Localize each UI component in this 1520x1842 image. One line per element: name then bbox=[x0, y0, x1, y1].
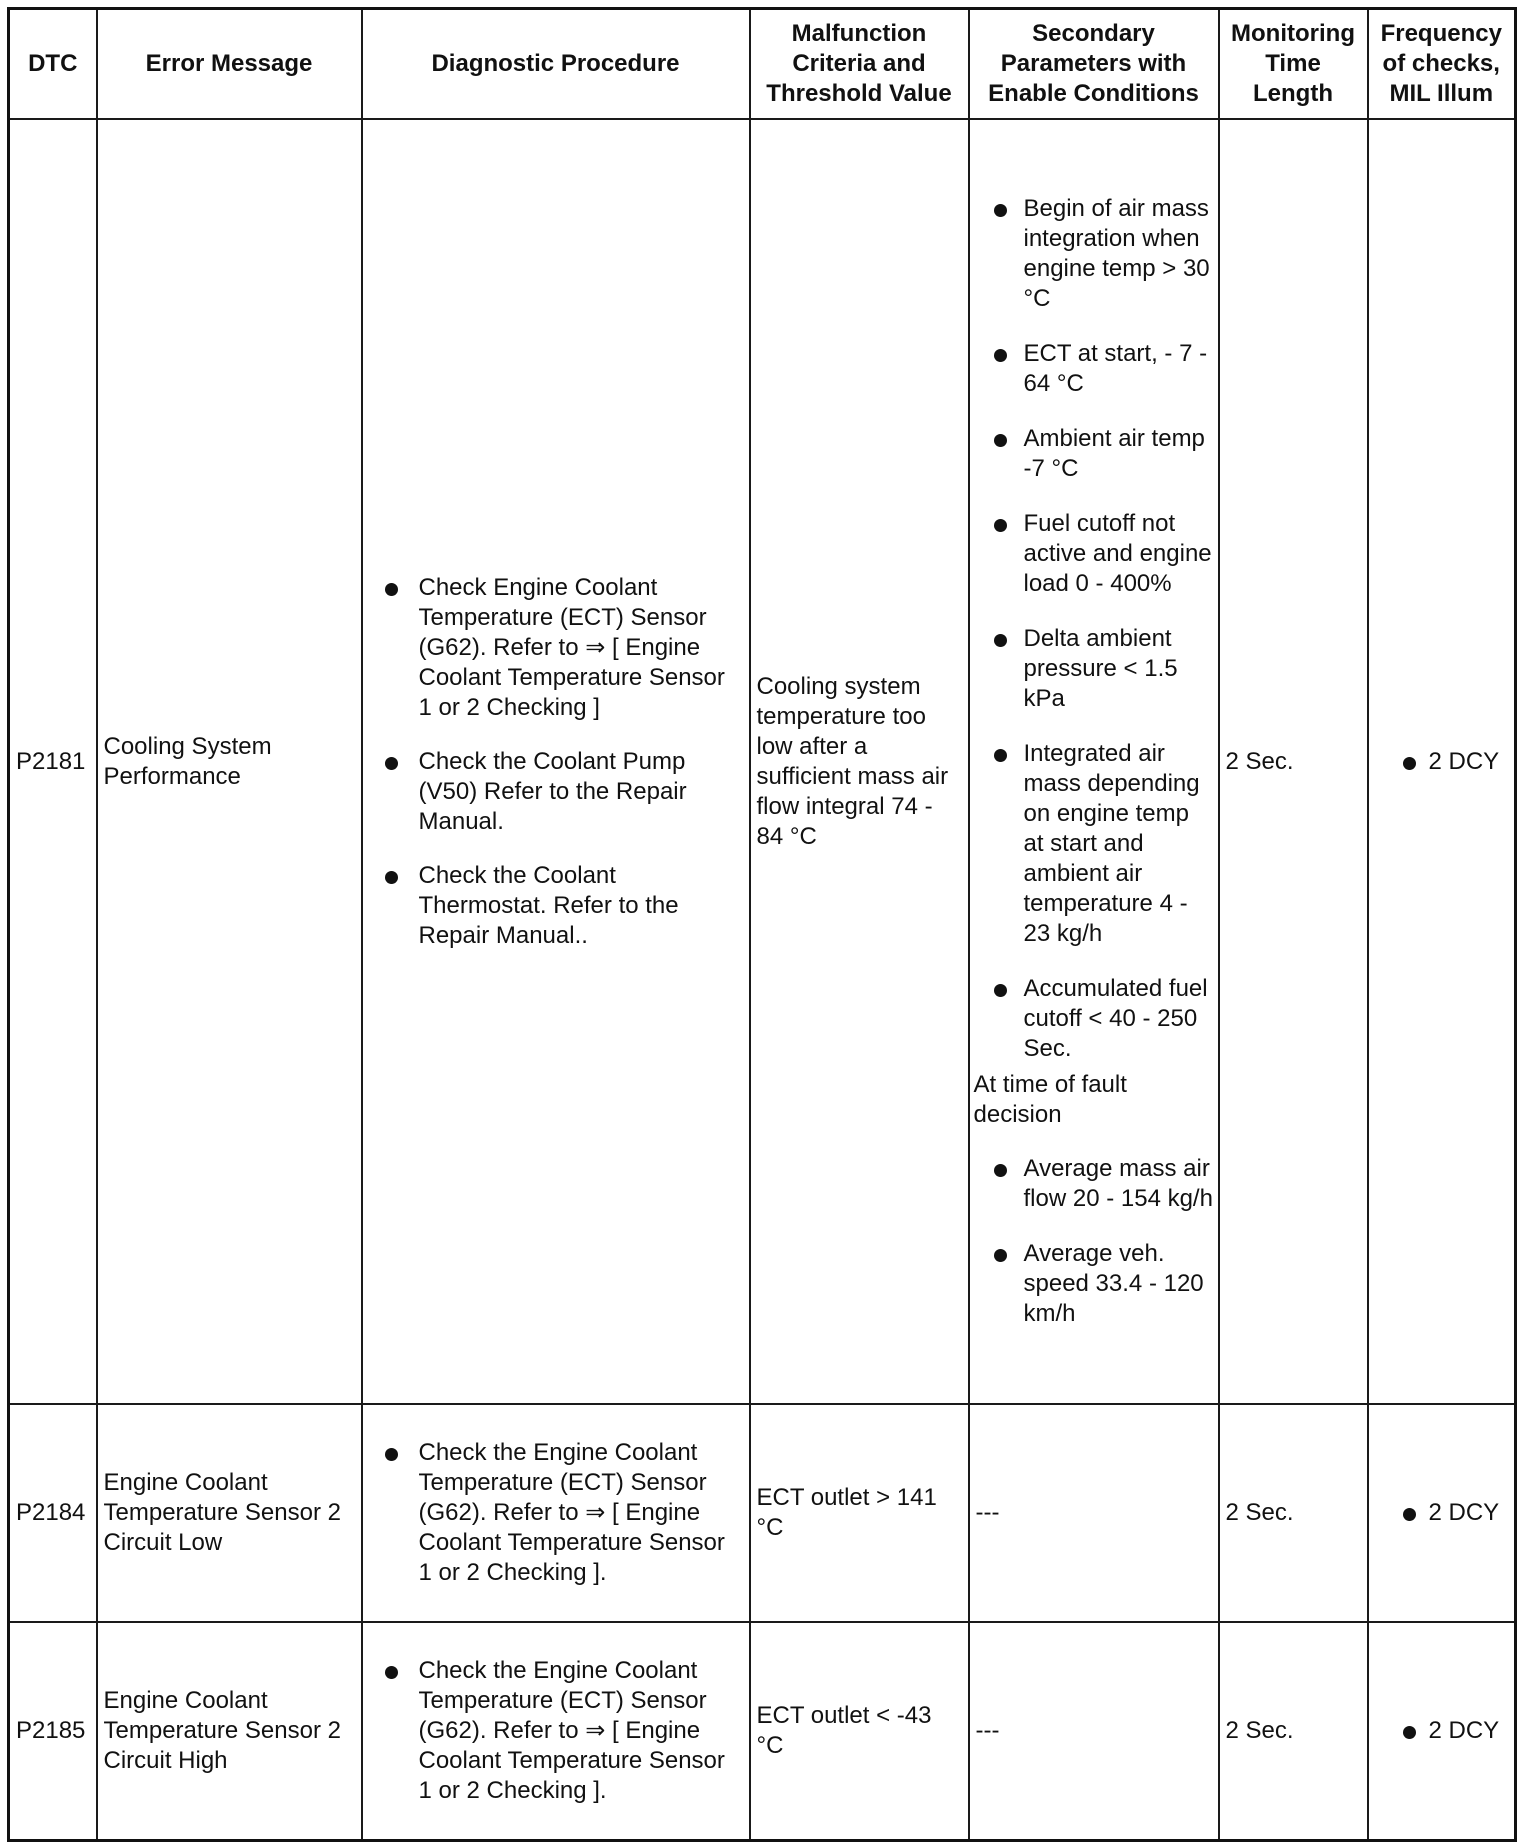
diagnostic-procedure bbox=[362, 1404, 750, 1622]
secondary-parameters: --- bbox=[969, 1404, 1219, 1622]
frequency-item: 2 DCY bbox=[1375, 747, 1509, 777]
header-error-message: Error Message bbox=[97, 9, 362, 120]
frequency-list bbox=[1375, 1498, 1509, 1528]
secondary-item: Ambient air temp -7 °C bbox=[974, 424, 1214, 484]
secondary-parameters bbox=[969, 119, 1219, 1404]
diagnostic-procedure bbox=[362, 1622, 750, 1841]
dtc-code: P2184 bbox=[9, 1404, 97, 1622]
procedure-item: Check the Coolant Pump (V50) Refer to the Repair Manual. bbox=[369, 747, 743, 837]
frequency-list bbox=[1375, 747, 1509, 777]
table-row bbox=[9, 1404, 1516, 1622]
monitoring-time: 2 Sec. bbox=[1219, 1622, 1368, 1841]
header-monitoring-time: Monitoring Time Length bbox=[1219, 9, 1368, 120]
header-dtc: DTC bbox=[9, 9, 97, 120]
dtc-code: P2185 bbox=[9, 1622, 97, 1841]
secondary-list bbox=[974, 194, 1214, 1064]
frequency-item: 2 DCY bbox=[1375, 1716, 1509, 1746]
secondary-item: Delta ambient pressure < 1.5 kPa bbox=[974, 624, 1214, 714]
error-message: Engine Coolant Temperature Sensor 2 Circuit Low bbox=[97, 1404, 362, 1622]
secondary-item: ECT at start, - 7 - 64 °C bbox=[974, 339, 1214, 399]
header-diagnostic-procedure: Diagnostic Procedure bbox=[362, 9, 750, 120]
secondary-item: Integrated air mass depending on engine temp at start and ambient air temperature 4 - 23 kg/h bbox=[974, 739, 1214, 949]
secondary-item: Accumulated fuel cutoff < 40 - 250 Sec. bbox=[974, 974, 1214, 1064]
monitoring-time: 2 Sec. bbox=[1219, 119, 1368, 1404]
dtc-code: P2181 bbox=[9, 119, 97, 1404]
error-message: Engine Coolant Temperature Sensor 2 Circuit High bbox=[97, 1622, 362, 1841]
secondary-parameters: --- bbox=[969, 1622, 1219, 1841]
secondary-item: Average veh. speed 33.4 - 120 km/h bbox=[974, 1239, 1214, 1329]
secondary-list-after bbox=[974, 1154, 1214, 1329]
error-message: Cooling System Performance bbox=[97, 119, 362, 1404]
malfunction-criteria: Cooling system temperature too low after a sufficient mass air flow integral 74 - 84 °C bbox=[750, 119, 969, 1404]
monitoring-time: 2 Sec. bbox=[1219, 1404, 1368, 1622]
secondary-item: Average mass air flow 20 - 154 kg/h bbox=[974, 1154, 1214, 1214]
secondary-item: Fuel cutoff not active and engine load 0 - 400% bbox=[974, 509, 1214, 599]
procedure-item: Check the Engine Coolant Temperature (ECT) Sensor (G62). Refer to ⇒ [ Engine Coolant Temperature Sensor 1 or 2 Checking ]. bbox=[369, 1438, 743, 1588]
frequency-cell bbox=[1368, 119, 1516, 1404]
frequency-cell bbox=[1368, 1622, 1516, 1841]
table-row bbox=[9, 119, 1516, 1404]
header-frequency: Frequency of checks, MIL Illum bbox=[1368, 9, 1516, 120]
frequency-list bbox=[1375, 1716, 1509, 1746]
header-malfunction-criteria: Malfunction Criteria and Threshold Value bbox=[750, 9, 969, 120]
dtc-table bbox=[7, 7, 1517, 1842]
header-row bbox=[9, 9, 1516, 120]
diagnostic-procedure bbox=[362, 119, 750, 1404]
secondary-note: At time of fault decision bbox=[973, 1071, 1127, 1128]
procedure-item: Check Engine Coolant Temperature (ECT) Sensor (G62). Refer to ⇒ [ Engine Coolant Temperature Sensor 1 or 2 Checking ] bbox=[369, 573, 743, 723]
secondary-item: Begin of air mass integration when engine temp > 30 °C bbox=[974, 194, 1214, 314]
procedure-list bbox=[369, 573, 743, 951]
frequency-item: 2 DCY bbox=[1375, 1498, 1509, 1528]
malfunction-criteria: ECT outlet < -43 °C bbox=[750, 1622, 969, 1841]
header-secondary-parameters: Secondary Parameters with Enable Conditions bbox=[969, 9, 1219, 120]
frequency-cell bbox=[1368, 1404, 1516, 1622]
procedure-item: Check the Engine Coolant Temperature (ECT) Sensor (G62). Refer to ⇒ [ Engine Coolant Temperature Sensor 1 or 2 Checking ]. bbox=[369, 1656, 743, 1806]
procedure-list bbox=[369, 1438, 743, 1588]
table-row bbox=[9, 1622, 1516, 1841]
malfunction-criteria: ECT outlet > 141 °C bbox=[750, 1404, 969, 1622]
procedure-item: Check the Coolant Thermostat. Refer to the Repair Manual.. bbox=[369, 861, 743, 951]
procedure-list bbox=[369, 1656, 743, 1806]
